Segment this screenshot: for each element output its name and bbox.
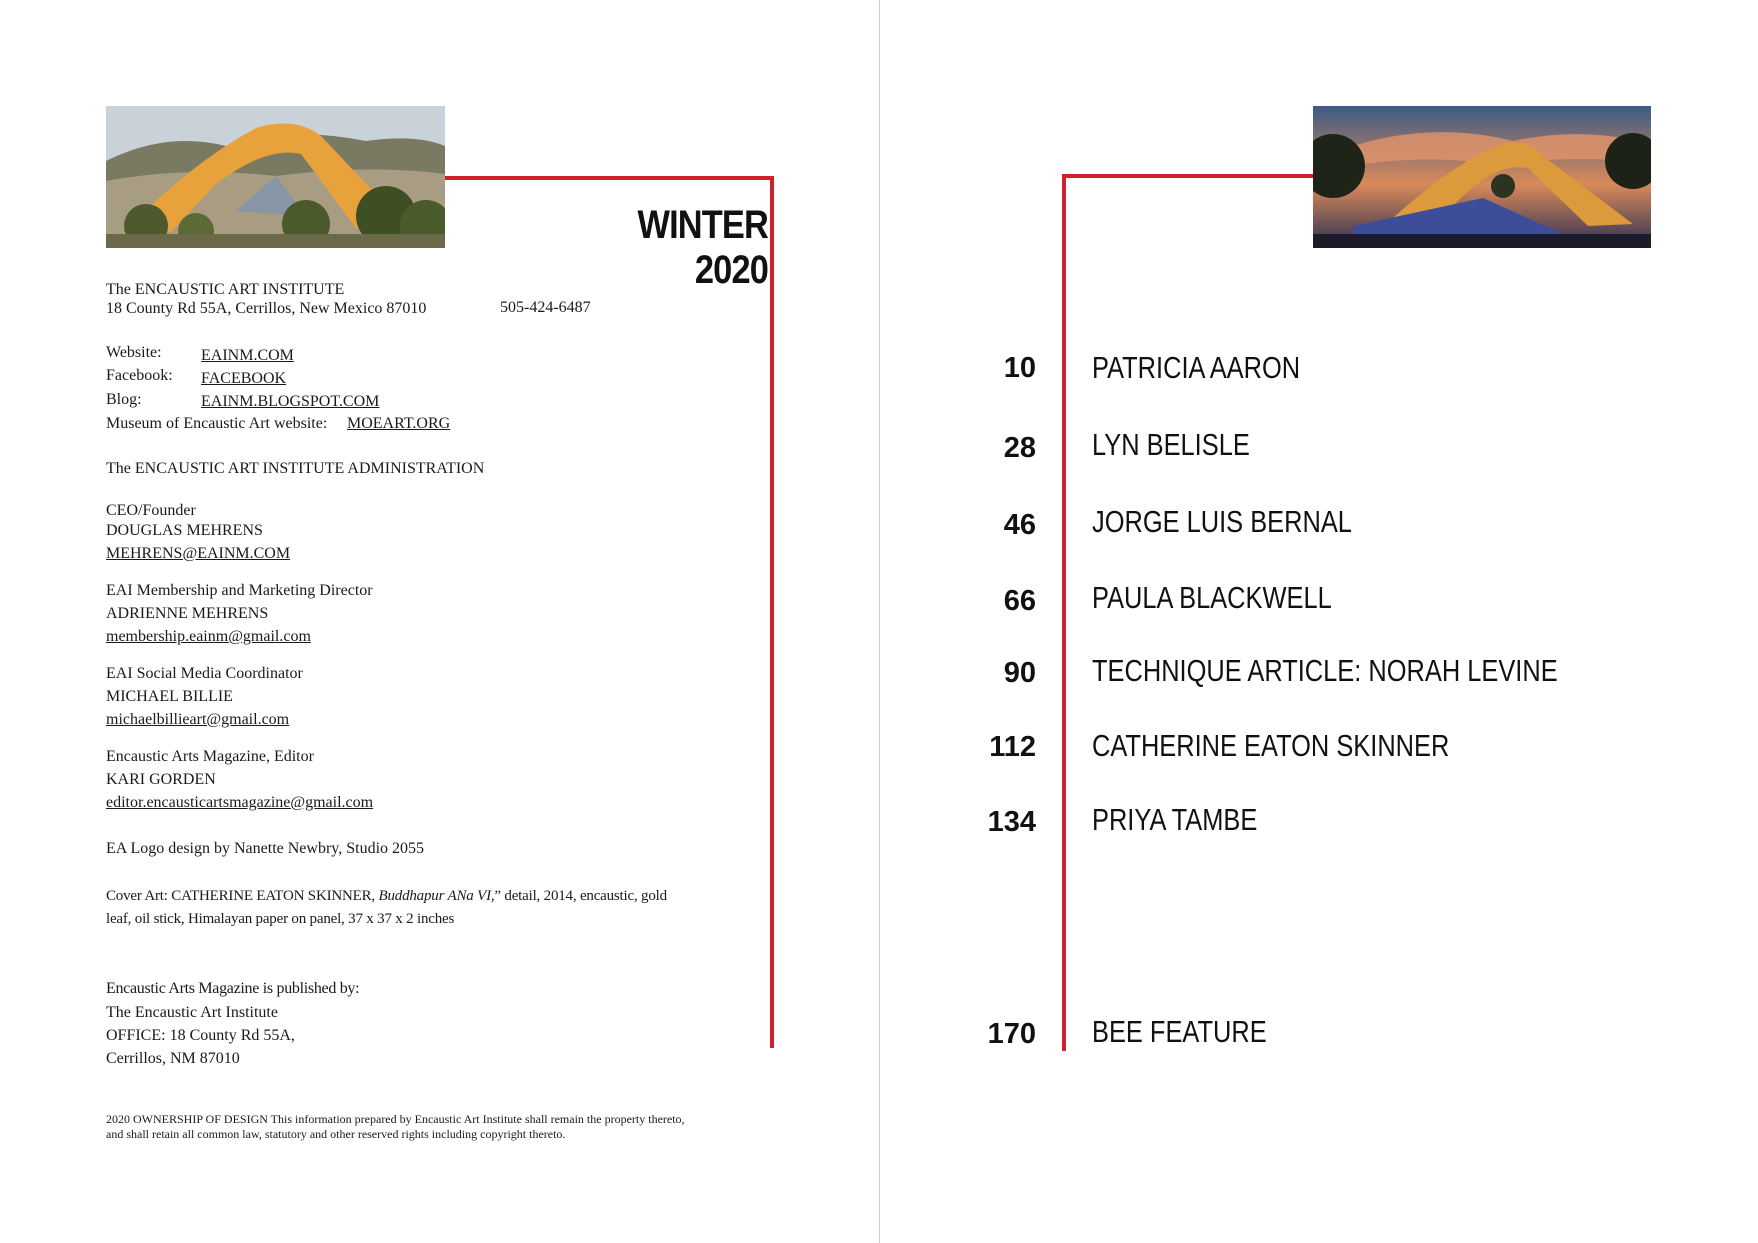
publisher-line: OFFICE: 18 County Rd 55A,	[106, 1027, 295, 1044]
staff-email-link[interactable]: michaelbillieart@gmail.com	[106, 711, 290, 728]
toc-page-number: 112	[989, 731, 1036, 763]
toc-entry-title[interactable]: TECHNIQUE ARTICLE: NORAH LEVINE	[1092, 653, 1558, 688]
toc-page-number: 28	[1003, 432, 1036, 464]
org-phone: 505-424-6487	[500, 299, 591, 316]
org-address: 18 County Rd 55A, Cerrillos, New Mexico 87010	[106, 300, 427, 317]
staff-name: DOUGLAS MEHRENS	[106, 522, 263, 539]
staff-name: MICHAEL BILLIE	[106, 688, 233, 705]
blog-link[interactable]: EAINM.BLOGSPOT.COM	[201, 393, 380, 410]
staff-email-link[interactable]: MEHRENS@EAINM.COM	[106, 545, 291, 562]
toc-entry-title[interactable]: PAULA BLACKWELL	[1092, 580, 1332, 615]
publisher-line: Cerrillos, NM 87010	[106, 1050, 240, 1067]
staff-name: ADRIENNE MEHRENS	[106, 605, 269, 622]
issue-title: WINTER 2020	[637, 203, 768, 292]
left-red-rule-vertical	[770, 176, 774, 1048]
staff-role: EAI Social Media Coordinator	[106, 665, 303, 682]
toc-entry-title[interactable]: JORGE LUIS BERNAL	[1092, 504, 1352, 539]
facebook-link[interactable]: FACEBOOK	[201, 370, 287, 387]
ownership-notice-line: 2020 OWNERSHIP OF DESIGN This information prepared by Encaustic Art Institute shall remain the property thereto,	[106, 1112, 685, 1126]
admin-heading: The ENCAUSTIC ART INSTITUTE ADMINISTRATION	[106, 460, 485, 477]
toc-page-number: 66	[1003, 585, 1036, 617]
museum-label: Museum of Encaustic Art website:	[106, 415, 328, 432]
publisher-line: The Encaustic Art Institute	[106, 1004, 278, 1021]
toc-page-number: 90	[1003, 657, 1036, 689]
staff-name: KARI GORDEN	[106, 771, 216, 788]
facebook-label: Facebook:	[106, 367, 173, 384]
cover-art-prefix: Cover Art: CATHERINE EATON SKINNER,	[106, 888, 379, 904]
toc-entry-title[interactable]: PRIYA TAMBE	[1092, 802, 1258, 837]
toc-entry-title[interactable]: CATHERINE EATON SKINNER	[1092, 728, 1450, 763]
logo-credit: EA Logo design by Nanette Newbry, Studio 2055	[106, 840, 425, 857]
org-name: The ENCAUSTIC ART INSTITUTE	[106, 281, 345, 298]
blog-label: Blog:	[106, 391, 142, 408]
cover-art-materials: leaf, oil stick, Himalayan paper on panel, 37 x 37 x 2 inches	[106, 911, 455, 927]
right-red-rule-top	[1062, 174, 1313, 178]
staff-email-link[interactable]: editor.encausticartsmagazine@gmail.com	[106, 794, 374, 811]
ownership-notice-line: and shall retain all common law, statutory and other reserved rights including copyright thereto.	[106, 1127, 566, 1141]
publisher-heading: Encaustic Arts Magazine is published by:	[106, 980, 360, 997]
cover-art-credit	[106, 885, 706, 931]
cover-art-work: Buddhapur ANa VI,	[378, 888, 495, 904]
architecture-photo-day	[106, 106, 445, 248]
architecture-photo-sunset	[1313, 106, 1651, 248]
staff-email-link[interactable]: membership.eainm@gmail.com	[106, 628, 311, 645]
toc-entry-title[interactable]: BEE FEATURE	[1092, 1014, 1267, 1049]
cover-art-details: ” detail, 2014, encaustic, gold	[494, 888, 667, 904]
staff-role: CEO/Founder	[106, 502, 196, 519]
toc-page-number: 10	[1003, 352, 1036, 384]
toc-page-number: 170	[987, 1018, 1036, 1050]
toc-page-number: 134	[987, 806, 1036, 838]
staff-role: Encaustic Arts Magazine, Editor	[106, 748, 314, 765]
toc-page-number: 46	[1003, 509, 1036, 541]
website-link[interactable]: EAINM.COM	[201, 347, 294, 364]
museum-link[interactable]: MOEART.ORG	[347, 415, 451, 432]
right-red-rule-vertical	[1062, 174, 1066, 1051]
toc-entry-title[interactable]: LYN BELISLE	[1092, 427, 1250, 462]
website-label: Website:	[106, 344, 162, 361]
page-divider	[879, 0, 880, 1243]
toc-entry-title[interactable]: PATRICIA AARON	[1092, 350, 1301, 385]
staff-role: EAI Membership and Marketing Director	[106, 582, 373, 599]
left-red-rule-top	[445, 176, 774, 180]
